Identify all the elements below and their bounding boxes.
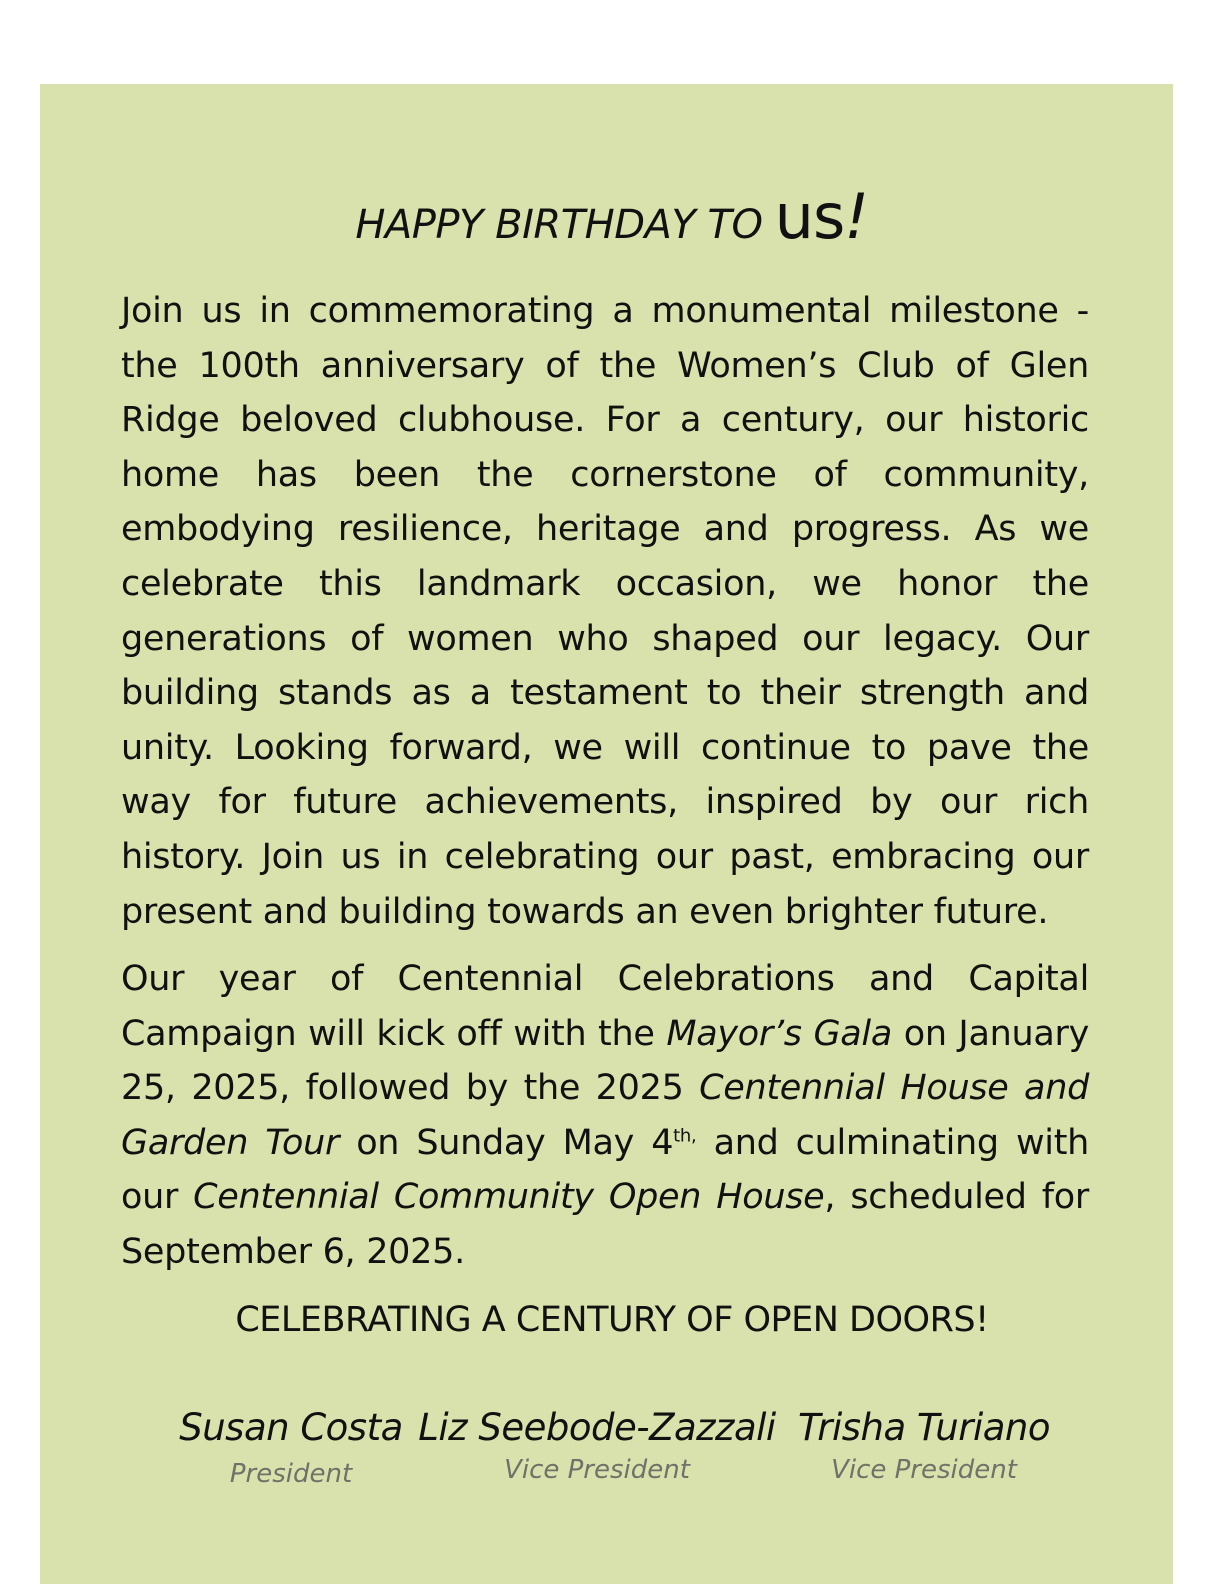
events-text-5: , scheduled for September 6, 2025. xyxy=(121,1177,1089,1272)
events-text-4: and culminating with our xyxy=(121,1122,1090,1218)
title-suffix: ! xyxy=(844,180,869,253)
signatory-role: Vice President xyxy=(504,1455,690,1485)
signatory-vice-president-2 xyxy=(734,1406,1114,1485)
tagline: CELEBRATING A CENTURY OF OPEN DOORS! xyxy=(235,1300,989,1340)
event-mayors-gala: Mayor’s Gala xyxy=(666,1013,892,1054)
event-house-garden-tour: Centennial House and Garden Tour xyxy=(121,1068,1089,1163)
events-text-1: Our year of Centennial Celebrations and Capital Campaign will kick off with the xyxy=(121,959,1089,1054)
signatory-name: Liz Seebode-Zazzali xyxy=(418,1406,776,1449)
intro-paragraph: Join us in commemorating a monumental milestone - the 100th anniversary of the Women’s Club of Glen Ridge beloved clubhouse. For a century, our historic home has been the cornerstone of community, embodying resilience, heritage and progress. As we celebrate this landmark occasion, we honor the generations of women who shaped our legacy. Our building stands as a testament to their strength and unity. Looking forward, we will continue to pave the way for future achievements, inspired by our rich history. Join us in celebrating our past, embracing our present and building towards an even brighter future. xyxy=(121,291,1089,932)
signatory-vice-president-1 xyxy=(407,1406,787,1485)
events-text-3: on Sunday May 4 xyxy=(339,1122,674,1163)
page-title xyxy=(0,180,1224,253)
date-superscript: th, xyxy=(673,1125,697,1147)
event-open-house: Centennial Community Open House xyxy=(193,1177,825,1218)
signatory-role: Vice President xyxy=(831,1455,1017,1485)
events-paragraph xyxy=(121,952,1089,1280)
signatory-role: President xyxy=(229,1459,353,1489)
signatory-name: Susan Costa xyxy=(179,1406,403,1449)
title-prefix: HAPPY BIRTHDAY TO xyxy=(355,202,775,248)
title-emphasis: us xyxy=(774,180,845,253)
events-text-2: on January 25, 2025, followed by the 2025 xyxy=(121,1013,1090,1109)
signatory-name: Trisha Turiano xyxy=(798,1406,1050,1449)
